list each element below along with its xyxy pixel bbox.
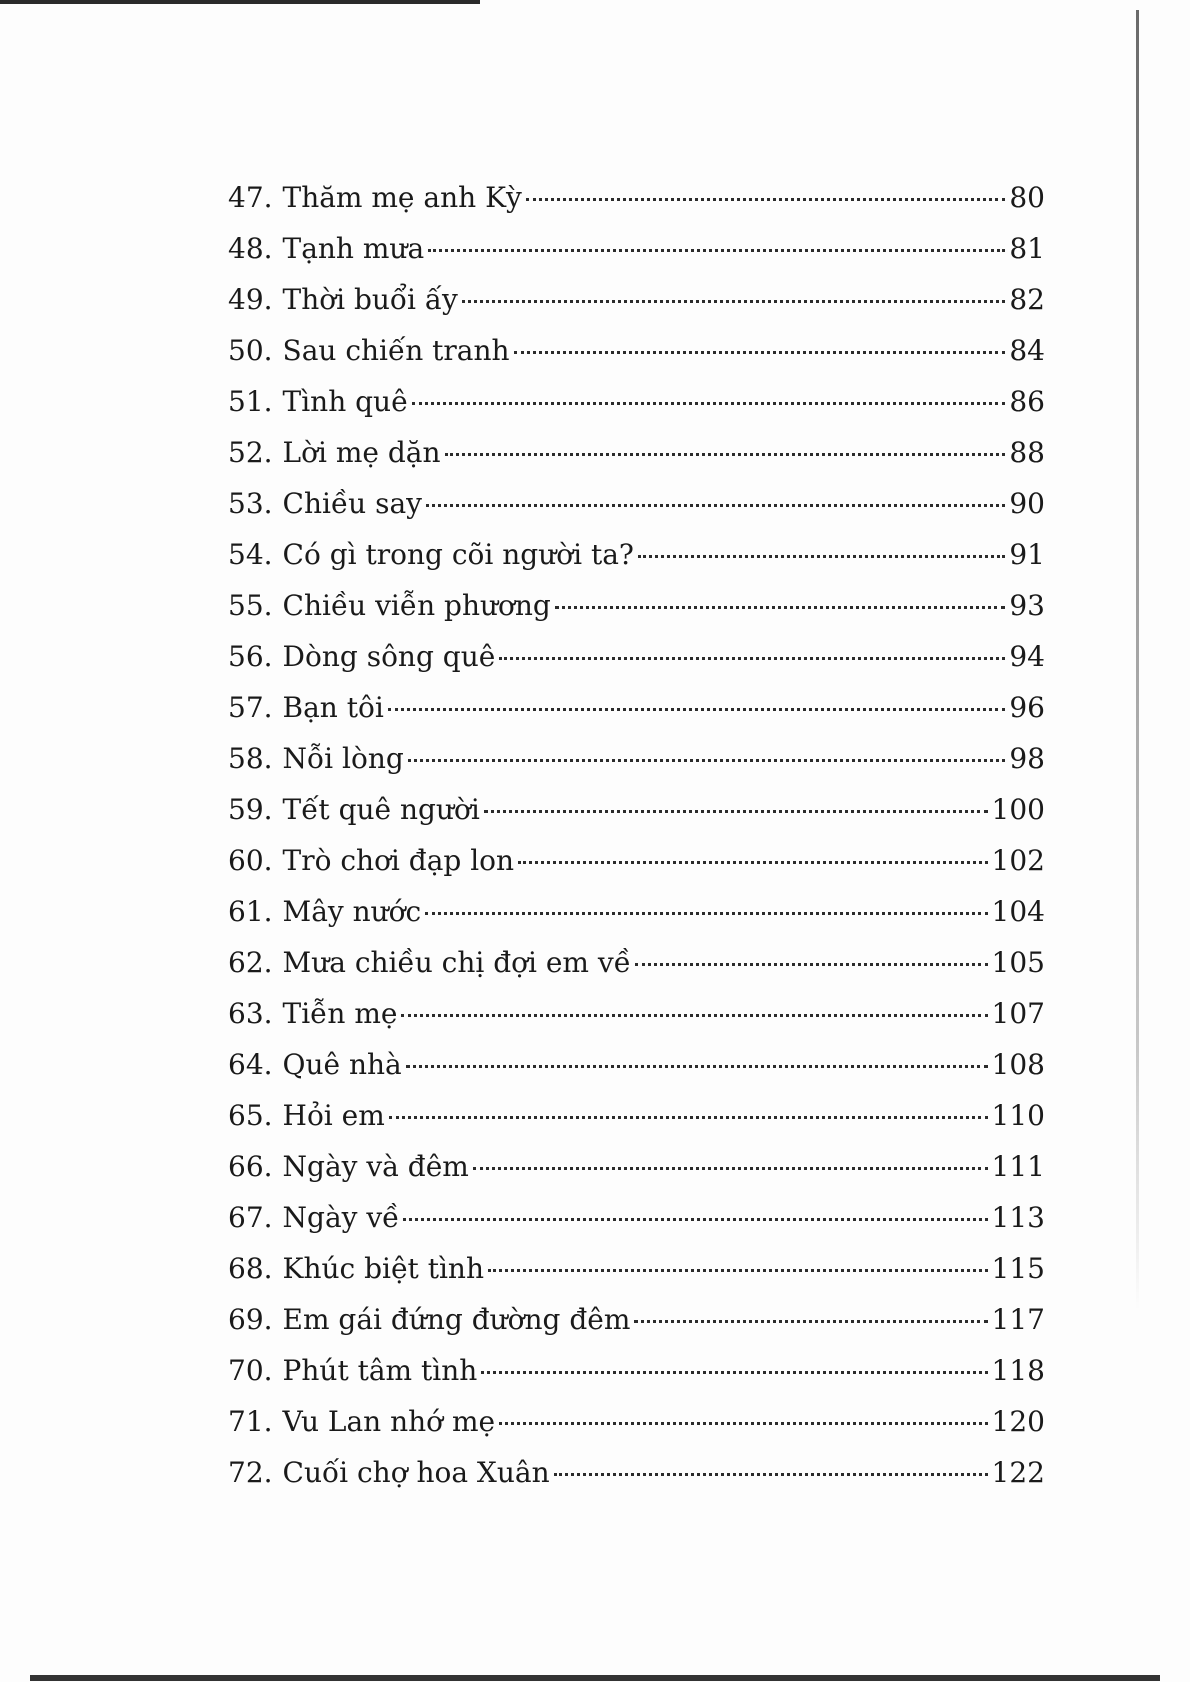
toc-entry	[228, 433, 1045, 484]
toc-dot-leader	[481, 1371, 987, 1374]
toc-entry-number: 60.	[228, 844, 273, 877]
toc-entry-page: 113	[991, 1201, 1045, 1234]
toc-dot-leader	[634, 1320, 987, 1323]
toc-entry-title: Ngày và đêm	[282, 1150, 469, 1183]
toc-dot-leader	[554, 1473, 988, 1476]
toc-entry-page: 80	[1009, 181, 1045, 214]
toc-entry-number: 58.	[228, 742, 273, 775]
toc-entry-number: 56.	[228, 640, 273, 673]
toc-entry-page: 82	[1009, 283, 1045, 316]
toc-dot-leader	[426, 504, 1005, 507]
toc-entry-title: Hỏi em	[282, 1099, 385, 1132]
toc-entry-title: Khúc biệt tình	[282, 1252, 484, 1285]
toc-entry-title: Lời mẹ dặn	[282, 436, 441, 469]
toc-entry	[228, 739, 1045, 790]
toc-entry-number: 62.	[228, 946, 273, 979]
toc-entry-title: Tết quê người	[282, 793, 480, 826]
toc-dot-leader	[526, 198, 1006, 201]
table-of-contents	[228, 178, 1045, 1504]
toc-entry-page: 91	[1009, 538, 1045, 571]
toc-entry-page: 110	[991, 1099, 1045, 1132]
toc-dot-leader	[401, 1014, 987, 1017]
toc-entry-number: 66.	[228, 1150, 273, 1183]
toc-entry-title: Quê nhà	[282, 1048, 402, 1081]
toc-entry-number: 55.	[228, 589, 273, 622]
toc-entry-page: 105	[991, 946, 1045, 979]
toc-entry-number: 52.	[228, 436, 273, 469]
toc-entry-page: 122	[991, 1456, 1045, 1489]
toc-dot-leader	[408, 759, 1006, 762]
toc-entry-number: 65.	[228, 1099, 273, 1132]
toc-entry-number: 71.	[228, 1405, 273, 1438]
toc-dot-leader	[635, 963, 988, 966]
toc-dot-leader	[488, 1269, 988, 1272]
toc-entry	[228, 1096, 1045, 1147]
toc-entry	[228, 1351, 1045, 1402]
toc-entry-page: 108	[991, 1048, 1045, 1081]
toc-entry	[228, 586, 1045, 637]
toc-entry-page: 115	[991, 1252, 1045, 1285]
toc-entry	[228, 841, 1045, 892]
toc-entry	[228, 1198, 1045, 1249]
toc-entry-page: 94	[1009, 640, 1045, 673]
toc-entry	[228, 280, 1045, 331]
toc-entry-title: Tiễn mẹ	[282, 997, 398, 1030]
toc-entry-title: Thăm mẹ anh Kỳ	[282, 181, 522, 214]
toc-entry	[228, 1402, 1045, 1453]
toc-dot-leader	[403, 1218, 987, 1221]
toc-entry	[228, 943, 1045, 994]
toc-entry-number: 61.	[228, 895, 273, 928]
toc-entry	[228, 790, 1045, 841]
toc-entry-title: Phút tâm tình	[282, 1354, 478, 1387]
toc-dot-leader	[638, 555, 1005, 558]
toc-entry-number: 49.	[228, 283, 273, 316]
toc-entry-number: 68.	[228, 1252, 273, 1285]
toc-entry-page: 100	[991, 793, 1045, 826]
toc-entry-page: 118	[991, 1354, 1045, 1387]
toc-entry	[228, 535, 1045, 586]
toc-entry-title: Em gái đứng đường đêm	[282, 1303, 631, 1336]
toc-entry	[228, 1045, 1045, 1096]
toc-entry-number: 63.	[228, 997, 273, 1030]
toc-entry-page: 104	[991, 895, 1045, 928]
toc-dot-leader	[388, 708, 1006, 711]
toc-entry	[228, 331, 1045, 382]
toc-entry-title: Ngày về	[282, 1201, 400, 1234]
toc-entry-page: 90	[1009, 487, 1045, 520]
toc-entry-page: 88	[1009, 436, 1045, 469]
toc-entry-page: 81	[1009, 232, 1045, 265]
toc-entry-number: 54.	[228, 538, 273, 571]
toc-entry-title: Bạn tôi	[282, 691, 384, 724]
toc-dot-leader	[425, 912, 987, 915]
toc-dot-leader	[514, 351, 1006, 354]
toc-entry-number: 57.	[228, 691, 273, 724]
toc-entry-title: Chiều say	[282, 487, 422, 520]
toc-dot-leader	[499, 1422, 987, 1425]
toc-entry-number: 51.	[228, 385, 273, 418]
toc-entry	[228, 484, 1045, 535]
toc-entry-title: Nỗi lòng	[282, 742, 404, 775]
toc-entry-number: 47.	[228, 181, 273, 214]
top-edge-shadow	[0, 0, 480, 4]
toc-entry-title: Sau chiến tranh	[282, 334, 510, 367]
toc-dot-leader	[499, 657, 1005, 660]
toc-dot-leader	[555, 606, 1006, 609]
toc-entry-number: 69.	[228, 1303, 273, 1336]
toc-entry-title: Có gì trong cõi người ta?	[282, 538, 634, 571]
toc-entry-title: Tạnh mưa	[282, 232, 425, 265]
toc-entry	[228, 994, 1045, 1045]
toc-dot-leader	[518, 861, 987, 864]
toc-entry	[228, 382, 1045, 433]
toc-entry	[228, 688, 1045, 739]
toc-entry-number: 50.	[228, 334, 273, 367]
toc-entry-title: Dòng sông quê	[282, 640, 496, 673]
toc-entry-title: Vu Lan nhớ mẹ	[282, 1405, 496, 1438]
toc-entry-title: Mưa chiều chị đợi em về	[282, 946, 631, 979]
toc-entry-number: 64.	[228, 1048, 273, 1081]
toc-entry-title: Thời buổi ấy	[282, 283, 458, 316]
toc-entry-title: Trò chơi đạp lon	[282, 844, 515, 877]
toc-dot-leader	[412, 402, 1006, 405]
toc-entry-number: 67.	[228, 1201, 273, 1234]
toc-entry-page: 86	[1009, 385, 1045, 418]
toc-dot-leader	[484, 810, 988, 813]
toc-entry	[228, 892, 1045, 943]
toc-entry-title: Tình quê	[282, 385, 408, 418]
toc-entry-number: 48.	[228, 232, 273, 265]
toc-entry	[228, 637, 1045, 688]
toc-entry-page: 111	[991, 1150, 1045, 1183]
toc-entry-title: Chiều viễn phương	[282, 589, 551, 622]
toc-entry-page: 96	[1009, 691, 1045, 724]
toc-entry-page: 84	[1009, 334, 1045, 367]
toc-entry	[228, 1249, 1045, 1300]
toc-entry	[228, 229, 1045, 280]
toc-dot-leader	[473, 1167, 988, 1170]
toc-entry-number: 70.	[228, 1354, 273, 1387]
toc-entry-title: Cuối chợ hoa Xuân	[282, 1456, 550, 1489]
toc-entry-page: 98	[1009, 742, 1045, 775]
toc-entry-page: 102	[991, 844, 1045, 877]
toc-dot-leader	[445, 453, 1006, 456]
toc-entry-number: 72.	[228, 1456, 273, 1489]
toc-dot-leader	[462, 300, 1005, 303]
toc-entry-number: 53.	[228, 487, 273, 520]
toc-entry-number: 59.	[228, 793, 273, 826]
toc-entry-page: 117	[991, 1303, 1045, 1336]
toc-entry	[228, 1453, 1045, 1504]
toc-entry-page: 107	[991, 997, 1045, 1030]
toc-dot-leader	[428, 249, 1005, 252]
toc-entry	[228, 1300, 1045, 1351]
toc-dot-leader	[389, 1116, 988, 1119]
toc-entry	[228, 178, 1045, 229]
toc-entry-page: 120	[991, 1405, 1045, 1438]
bottom-edge-shadow	[30, 1675, 1160, 1681]
right-edge-shadow	[1136, 10, 1139, 1310]
toc-dot-leader	[406, 1065, 988, 1068]
toc-entry-title: Mây nước	[282, 895, 422, 928]
toc-entry-page: 93	[1009, 589, 1045, 622]
toc-entry	[228, 1147, 1045, 1198]
